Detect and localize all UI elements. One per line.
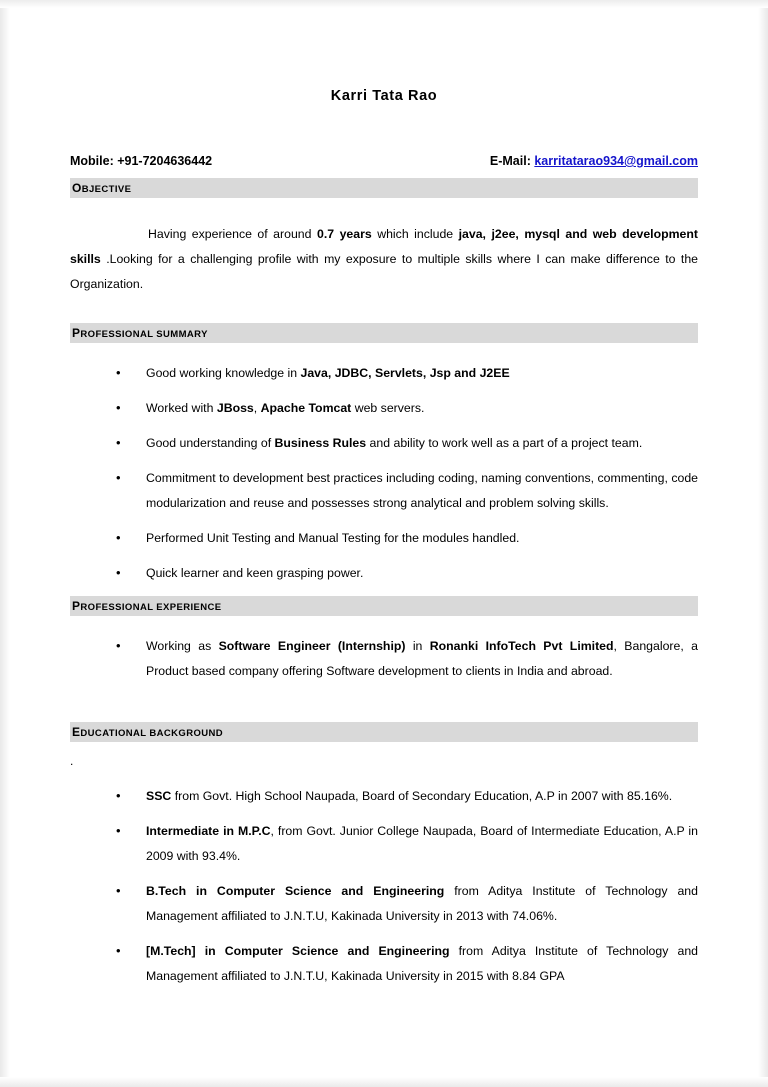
bullet-text: from Aditya Institute of Technology and Management affiliated to J.N.T.U, Kakinada University in 2015 with 8.84 GPA (146, 944, 698, 983)
bullet-text: , from Govt. Junior College Naupada, Board of Intermediate Education, A.P in 2009 with 93.4%. (146, 824, 698, 863)
list-item (116, 634, 698, 684)
bullet-text: web servers. (351, 401, 425, 415)
bullet-text: Worked with (146, 401, 217, 415)
bullet-text: , (253, 401, 261, 415)
section-heading-educational-background-rest: DUCATIONAL BACKGROUND (80, 728, 224, 739)
section-heading-educational-background (70, 722, 698, 742)
bullet-text-bold: Apache Tomcat (260, 401, 352, 415)
section-heading-objective-initial: O (72, 181, 82, 195)
list-item (116, 466, 698, 516)
bullet-text: Working as (146, 639, 219, 653)
stray-period: . (70, 754, 74, 768)
bullet-text: Performed Unit Testing and Manual Testing for the modules handled. (146, 531, 520, 545)
objective-part-1: 0.7 years (316, 227, 372, 241)
objective-part-3: java, j2ee, mysql and web development skills (70, 227, 698, 266)
bullet-text: Quick learner and keen grasping power. (146, 566, 364, 580)
email-link[interactable]: karritatarao934@gmail.com (534, 154, 698, 168)
list-item (116, 879, 698, 929)
section-heading-objective (70, 178, 698, 198)
section-heading-objective-rest: BJECTIVE (81, 184, 132, 195)
objective-part-2: which include (371, 227, 459, 241)
objective-part-0: Having experience of around (148, 227, 317, 241)
bullet-text-bold: Software Engineer (Internship) (218, 639, 406, 653)
bullet-text: Commitment to development best practices including coding, naming conventions, commenting, code modularization and reuse and possesses strong analytical and problem solving skills. (146, 471, 698, 510)
section-heading-professional-experience-rest: ROFESSIONAL EXPERIENCE (80, 602, 222, 613)
list-item (116, 939, 698, 989)
section-heading-professional-summary (70, 323, 698, 343)
bullet-text: Good understanding of (146, 436, 275, 450)
section-heading-professional-experience (70, 596, 698, 616)
email-block (490, 154, 698, 168)
bullet-text: from Aditya Institute of Technology and Management affiliated to J.N.T.U, Kakinada University in 2013 with 74.06%. (146, 884, 698, 923)
bullet-text-bold: SSC (146, 789, 172, 803)
bullet-text-bold: B.Tech in Computer Science and Engineering (146, 884, 445, 898)
bullet-text-bold: Java, JDBC, Servlets, Jsp and J2EE (300, 366, 510, 380)
section-heading-professional-summary-initial: P (72, 326, 81, 340)
bullet-text: Good working knowledge in (146, 366, 301, 380)
list-item (116, 431, 698, 456)
bullet-text-bold: Intermediate in M.P.C (146, 824, 271, 838)
professional-summary-list (70, 361, 698, 586)
section-heading-professional-experience-initial: P (72, 599, 81, 613)
objective-paragraph (70, 222, 698, 297)
list-item (116, 561, 698, 586)
objective-part-4: .Looking for a challenging profile with my exposure to multiple skills where I can make difference to the Organization. (70, 252, 698, 291)
bullet-text-bold: JBoss (216, 401, 254, 415)
bullet-text: in (405, 639, 430, 653)
bullet-text: , Bangalore, a Product based company offering Software development to clients in India and abroad. (146, 639, 698, 678)
page-title: Karri Tata Rao (330, 88, 438, 104)
email-label: E-Mail: (489, 154, 535, 168)
list-item (116, 526, 698, 551)
mobile-text: Mobile: +91-7204636442 (70, 154, 213, 168)
bullet-text-bold: Business Rules (274, 436, 367, 450)
spacer (70, 694, 698, 712)
section-heading-professional-summary-rest: ROFESSIONAL SUMMARY (80, 329, 208, 340)
list-item (116, 361, 698, 386)
bullet-text-bold: [M.Tech] in Computer Science and Engineering (146, 944, 450, 958)
bullet-text: and ability to work well as a part of a project team. (366, 436, 643, 450)
section-heading-educational-background-initial: E (72, 725, 81, 739)
educational-background-list (70, 784, 698, 989)
contact-row (70, 154, 698, 168)
bullet-text-bold: Ronanki InfoTech Pvt Limited (429, 639, 614, 653)
list-item (116, 819, 698, 869)
list-item (116, 784, 698, 809)
bullet-text: from Govt. High School Naupada, Board of Secondary Education, A.P in 2007 with 85.16%. (171, 789, 673, 803)
professional-experience-list (70, 634, 698, 684)
list-item (116, 396, 698, 421)
